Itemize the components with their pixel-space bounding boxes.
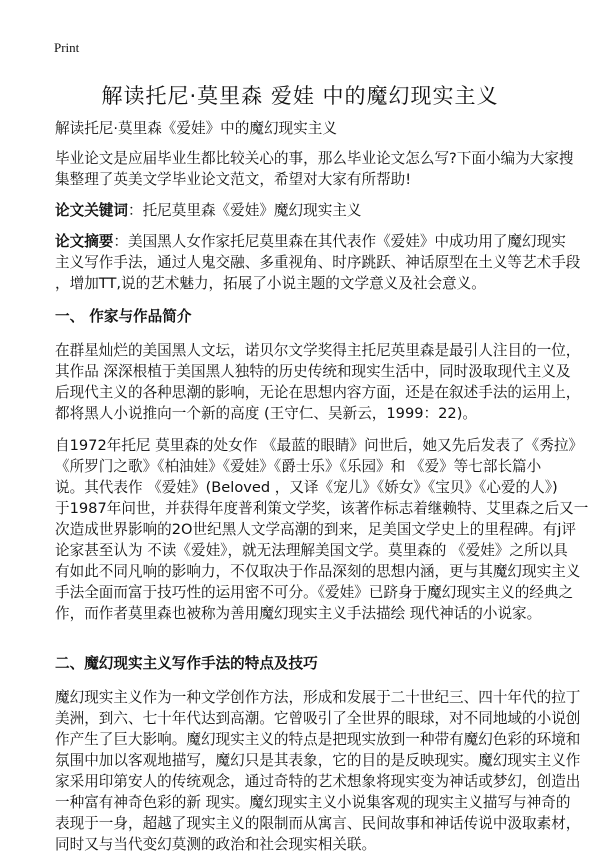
text-line: 魔幻现实主义作为一种文学创作方法，形成和发展于二十世纪三、四十年代的拉丁 — [55, 689, 581, 706]
keywords-label: 论文关键词 — [55, 202, 128, 219]
text-line: 氛围中加以客观地描写，魔幻只是其表象，它的目的是反映现实。魔幻现实主义作 — [55, 752, 581, 769]
text-line: 作，而作者莫里森也被称为善用魔幻现实主义手法描绘 现代神话的小说家。 — [55, 605, 542, 622]
text-line: 次造成世界影响的2O世纪黑人文学高潮的到来，足美国文学史上的里程碑。有j评 — [55, 521, 577, 538]
text-line: 集整理了英美文学毕业论文范文，希望对大家有所帮助! — [55, 171, 412, 188]
text-line: 后现代主义的各种思潮的影响，无论在思想内容方面，还是在叙述手法的运用上， — [55, 384, 581, 401]
section1-paragraph-1 — [55, 340, 580, 424]
section2-paragraph-1 — [55, 687, 580, 855]
abstract — [55, 231, 580, 294]
subtitle: 解读托尼·莫里森《爱娃》中的魔幻现实主义 — [55, 120, 337, 137]
text-line: 在群星灿烂的美国黑人文坛，诺贝尔文学奖得主托尼英里森是最引人注目的一位， — [55, 342, 581, 359]
text-line: 说。其代表作 《爱娃》(Beloved ，又译《宠儿》《娇女》《宝贝》《心爱的人》) — [55, 479, 558, 496]
section1-heading: 一、 作家与作品简介 — [55, 308, 192, 325]
text-line: 自1972年托尼 莫里森的处女作 《最蓝的眼睛》问世后，她又先后发表了《秀拉》 — [55, 437, 584, 454]
intro-paragraph — [55, 148, 574, 190]
text-line: 其作品 深深根植于美国黑人独特的历史传统和现实生活中，同时汲取现代主义及 — [55, 363, 571, 380]
text-line: 《所罗门之歌》《柏油娃》《爱娃》《爵士乐》《乐园》和 《爱》等七部长篇小 — [55, 458, 542, 475]
text-line: 美洲，到六、七十年代达到高潮。它曾吸引了全世界的眼球，对不同地域的小说创 — [55, 710, 581, 727]
abstract-line: ：美国黑人女作家托尼莫里森在其代表作《爱娃》中成功用了魔幻现实 — [113, 233, 566, 250]
text-line: 都将黑人小说推向一个新的高度 (王守仁、吴新云，1999：22)。 — [55, 405, 477, 422]
text-line: 有如此不同凡响的影响力，不仅取决于作品深刻的思想内涵，更与其魔幻现实主义 — [55, 563, 581, 580]
text-line: 同时又与当代变幻莫测的政治和社会现实相关联。 — [55, 836, 377, 853]
page-title: 解读托尼·莫里森 爱娃 中的魔幻现实主义 — [101, 84, 499, 108]
text-line: 家采用印第安人的传统观念，通过奇特的艺术想象将现实变为神话或梦幻，创造出 — [55, 773, 581, 790]
keywords-text: ：托尼莫里森《爱娃》魔幻现实主义 — [127, 202, 362, 219]
abstract-line: 主义写作手法，通过人鬼交融、多重视角、时序跳跃、神话原型在土义等艺术手段 — [55, 254, 581, 271]
text-line: 于1987年问世，并获得年度普利策文学奖，该著作标志着继赖特、艾里森之后又一 — [55, 500, 589, 517]
text-line: 作产生了巨大影响。魔幻现实主义的特点是把现实放到一种带有魔幻色彩的环境和 — [55, 731, 581, 748]
text-line: 手法全面而富于技巧性的运用密不可分。《爱娃》已跻身于魔幻现实主义的经典之 — [55, 584, 574, 601]
text-line: 毕业论文是应届毕业生都比较关心的事，那么毕业论文怎么写?下面小编为大家搜 — [55, 150, 574, 167]
keywords — [55, 200, 362, 221]
print-link[interactable]: Print — [54, 40, 80, 55]
abstract-label: 论文摘要 — [55, 233, 114, 250]
text-line: 一种富有神奇色彩的新 现实。魔幻现实主义小说集客观的现实主义描写与神奇的 — [55, 794, 571, 811]
section2-heading: 二、魔幻现实主义写作手法的特点及技巧 — [55, 655, 318, 672]
section1-paragraph-2 — [55, 435, 588, 624]
text-line: 表现于一身，超越了现实主义的限制而从寓言、民间故事和神话传说中汲取素材， — [55, 815, 581, 832]
text-line: 论家甚至认为 不读《爱娃》，就无法理解美国文学。莫里森的 《爱娃》之所以具 — [55, 542, 568, 559]
abstract-line: ，增加TT,说的艺术魅力，拓展了小说主题的文学意义及社会意义。 — [55, 275, 486, 292]
